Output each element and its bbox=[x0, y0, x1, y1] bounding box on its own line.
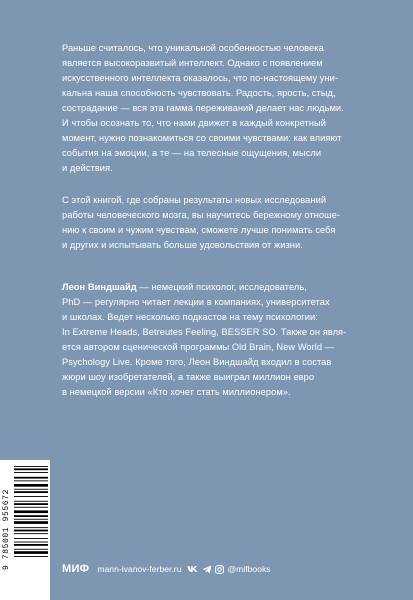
text-line: Psychology Live. Кроме того, Леон Виндшайд входил в состав bbox=[62, 357, 332, 367]
text-line: и действия. bbox=[62, 163, 113, 173]
publisher-logo: МИФ bbox=[62, 563, 90, 575]
text-line: PhD — регулярно читает лекции в компаниях, университетах bbox=[62, 297, 330, 307]
text-line: ется автором сценической программы Old Brain, New World — bbox=[62, 342, 335, 352]
text-line: сострадание — вся эта гамма переживаний делает нас людьми. bbox=[62, 103, 344, 113]
text-line: И чтобы осознать то, что нами движет в каждый конкретный bbox=[62, 118, 326, 128]
text-line: и школах. Ведет несколько подкастов на тему психологии: bbox=[62, 312, 318, 322]
telegram-icon[interactable] bbox=[202, 565, 212, 574]
social-handle[interactable]: @mifbooks bbox=[227, 564, 271, 574]
author-bio-first-line: — немецкий психолог, исследователь, bbox=[136, 282, 307, 292]
text-line: In Extreme Heads, Betreutes Feeling, BESSER SO. Также он явля- bbox=[62, 327, 347, 337]
text-line: и других и испытывать больше удовольствия от жизни. bbox=[62, 240, 303, 250]
author-name: Леон Виндшайд bbox=[62, 282, 137, 292]
text-line: Раньше считалось, что уникальной особенностью человека bbox=[62, 43, 324, 53]
text-line: события на эмоции, а те — на телесные ощущения, мысли bbox=[62, 148, 322, 158]
text-line: работы человеческого мозга, вы научитесь бережному отноше- bbox=[62, 210, 340, 220]
text-line: является высокоразвитый интеллект. Однако с появлением bbox=[62, 58, 323, 68]
text-line: момент, нужно познакомиться со своими чувствами: как влияют bbox=[62, 133, 342, 143]
text-line: кальна наша способность чувствовать. Радость, ярость, стыд, bbox=[62, 88, 336, 98]
description-paragraph-1 bbox=[62, 41, 362, 176]
barcode bbox=[14, 464, 48, 594]
text-line: искусственного интеллекта оказалось, что по-настоящему уни- bbox=[62, 73, 339, 83]
text-line: в немецкой версии «Кто хочет стать миллионером». bbox=[62, 387, 291, 397]
text-line: нию к своим и чужим чувствам, сможете лучше понимать себя bbox=[62, 225, 336, 235]
website-link[interactable]: mann-ivanov-ferber.ru bbox=[97, 564, 182, 574]
text-line: С этой книгой, где собраны результаты новых исследований bbox=[62, 195, 327, 205]
author-bio-paragraph bbox=[62, 280, 362, 400]
text-line bbox=[62, 280, 362, 295]
description-paragraph-2 bbox=[62, 193, 362, 253]
instagram-icon[interactable] bbox=[215, 565, 224, 574]
vk-icon[interactable] bbox=[187, 565, 199, 573]
barcode-digits: 9 785001 955672 bbox=[2, 488, 11, 570]
text-line: жюри шоу изобретателей, а также выиграл миллион евро bbox=[62, 372, 315, 382]
footer bbox=[62, 561, 271, 577]
